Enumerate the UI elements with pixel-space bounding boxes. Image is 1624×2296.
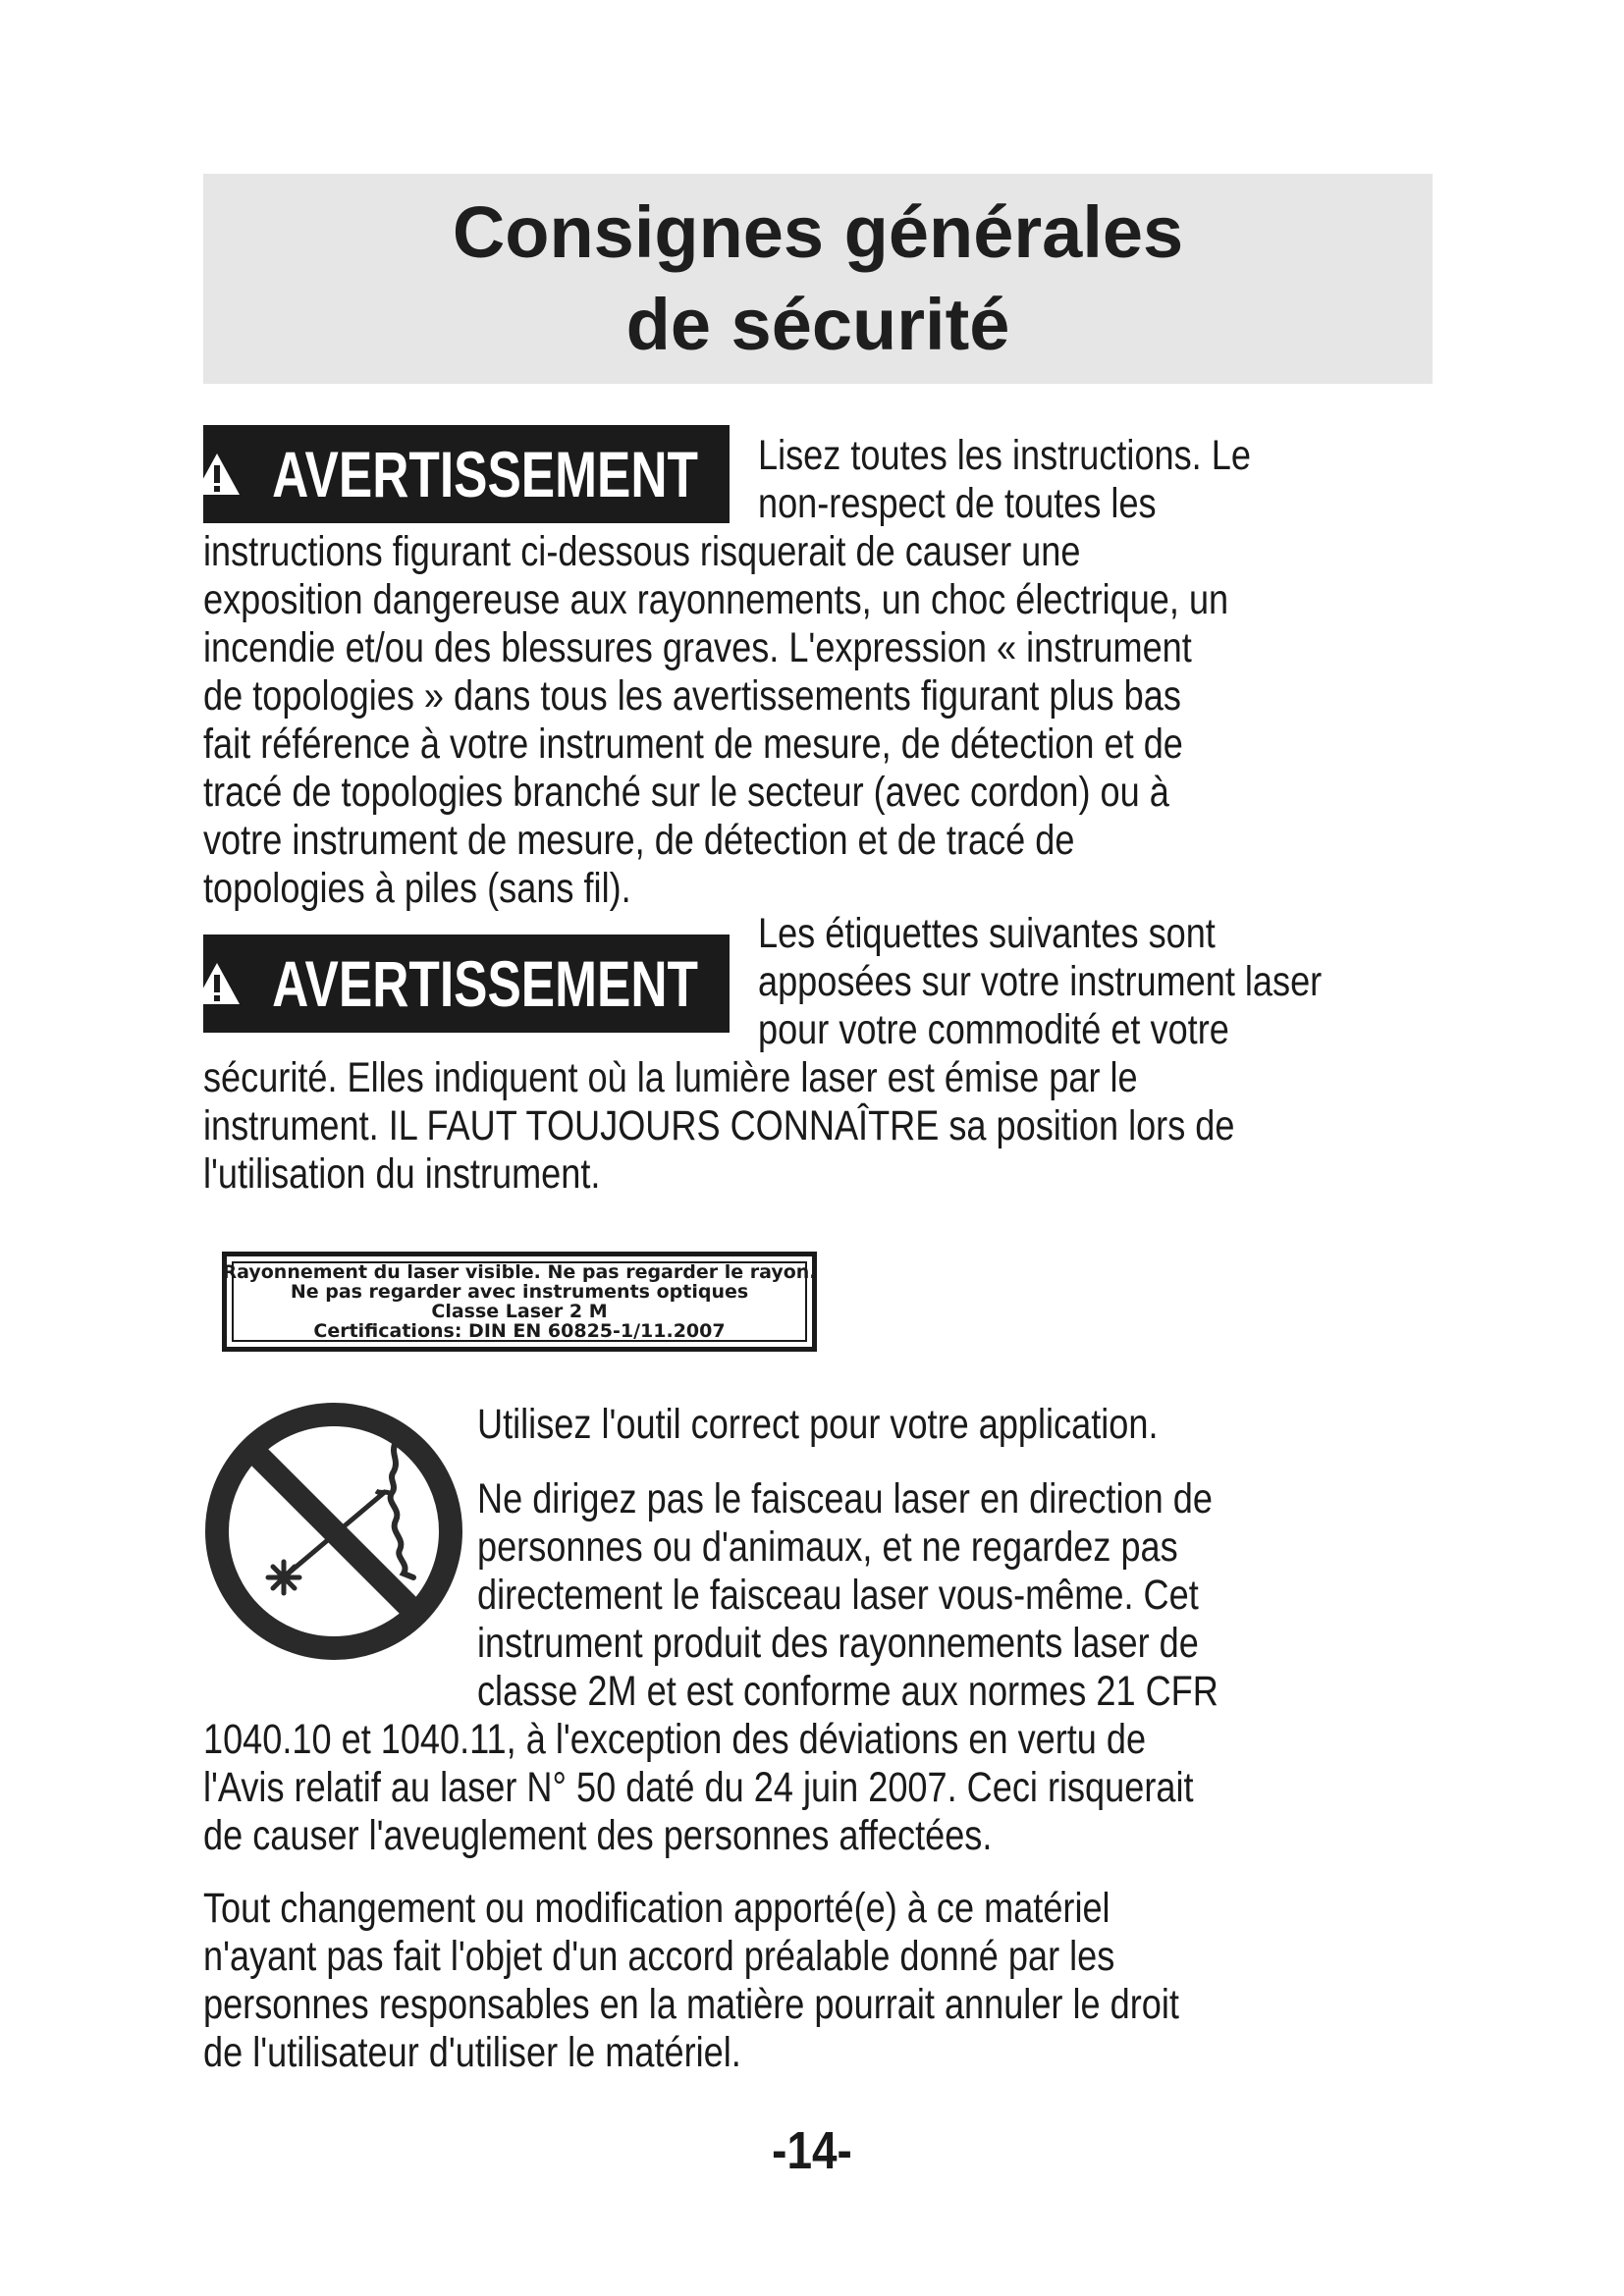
warning1-line: tracé de topologies branché sur le secteur (avec cordon) ou à (203, 769, 1169, 816)
warning-badge (203, 934, 730, 1033)
warning1-line: Lisez toutes les instructions. Le (758, 432, 1251, 479)
modification-paragraph-line: personnes responsables en la matière pourrait annuler le droit (203, 1981, 1179, 2028)
warning1-line: non-respect de toutes les (758, 480, 1157, 527)
page-title-box (203, 174, 1433, 384)
warning-triangle-icon (192, 452, 242, 497)
warning2-line: apposées sur votre instrument laser (758, 958, 1323, 1005)
laser-label-line: Classe Laser 2 M (431, 1301, 608, 1322)
laser-paragraph-line: directement le faisceau laser vous-même. Cet (477, 1572, 1199, 1619)
warning-triangle-icon (192, 961, 242, 1006)
laser-paragraph-line: Ne dirigez pas le faisceau laser en direction de (477, 1475, 1213, 1522)
warning-badge-text: AVERTISSEMENT (272, 947, 698, 1020)
warning2-line: l'utilisation du instrument. (203, 1150, 601, 1198)
warning1-line: incendie et/ou des blessures graves. L'expression « instrument (203, 624, 1192, 671)
warning2-line: sécurité. Elles indiquent où la lumière laser est émise par le (203, 1054, 1138, 1101)
tool-use-text: Utilisez l'outil correct pour votre application. (477, 1401, 1159, 1448)
laser-label-line: Certifications: DIN EN 60825-1/11.2007 (313, 1320, 726, 1342)
page-title-line-1: Consignes générales (452, 191, 1184, 273)
laser-paragraph-line: 1040.10 et 1040.11, à l'exception des déviations en vertu de (203, 1716, 1147, 1763)
page-title-line-2: de sécurité (625, 284, 1010, 365)
warning-badge-text: AVERTISSEMENT (272, 438, 698, 510)
warning2-line: pour votre commodité et votre (758, 1006, 1229, 1053)
laser-paragraph-line: de causer l'aveuglement des personnes affectées. (203, 1812, 993, 1859)
warning1-line: exposition dangereuse aux rayonnements, un choc électrique, un (203, 576, 1229, 623)
page-number: -14- (772, 2121, 852, 2180)
warning2-line: Les étiquettes suivantes sont (758, 910, 1216, 957)
no-laser-at-eyes-icon (203, 1401, 464, 1662)
warning1-line: fait référence à votre instrument de mesure, de détection et de (203, 721, 1183, 768)
warning1-line: instructions figurant ci-dessous risquerait de causer une (203, 528, 1081, 575)
warning1-line: de topologies » dans tous les avertissements figurant plus bas (203, 672, 1181, 720)
warning1-line: topologies à piles (sans fil). (203, 865, 631, 912)
warning1-line: votre instrument de mesure, de détection et de tracé de (203, 817, 1075, 864)
warning-badge (203, 425, 730, 523)
laser-paragraph-line: instrument produit des rayonnements laser de (477, 1620, 1199, 1667)
laser-label-line: Rayonnement du laser visible. Ne pas regarder le rayon. (222, 1261, 817, 1283)
laser-warning-label (222, 1252, 817, 1352)
laser-paragraph-line: classe 2M et est conforme aux normes 21 CFR (477, 1668, 1218, 1715)
modification-paragraph-line: n'ayant pas fait l'objet d'un accord préalable donné par les (203, 1933, 1115, 1980)
warning2-line: instrument. IL FAUT TOUJOURS CONNAÎTRE sa position lors de (203, 1102, 1235, 1149)
modification-paragraph-line: Tout changement ou modification apporté(e) à ce matériel (203, 1885, 1110, 1932)
modification-paragraph-line: de l'utilisateur d'utiliser le matériel. (203, 2029, 741, 2076)
laser-label-line: Ne pas regarder avec instruments optiques (290, 1281, 749, 1303)
laser-paragraph-line: l'Avis relatif au laser N° 50 daté du 24 juin 2007. Ceci risquerait (203, 1764, 1194, 1811)
laser-paragraph-line: personnes ou d'animaux, et ne regardez pas (477, 1523, 1178, 1571)
